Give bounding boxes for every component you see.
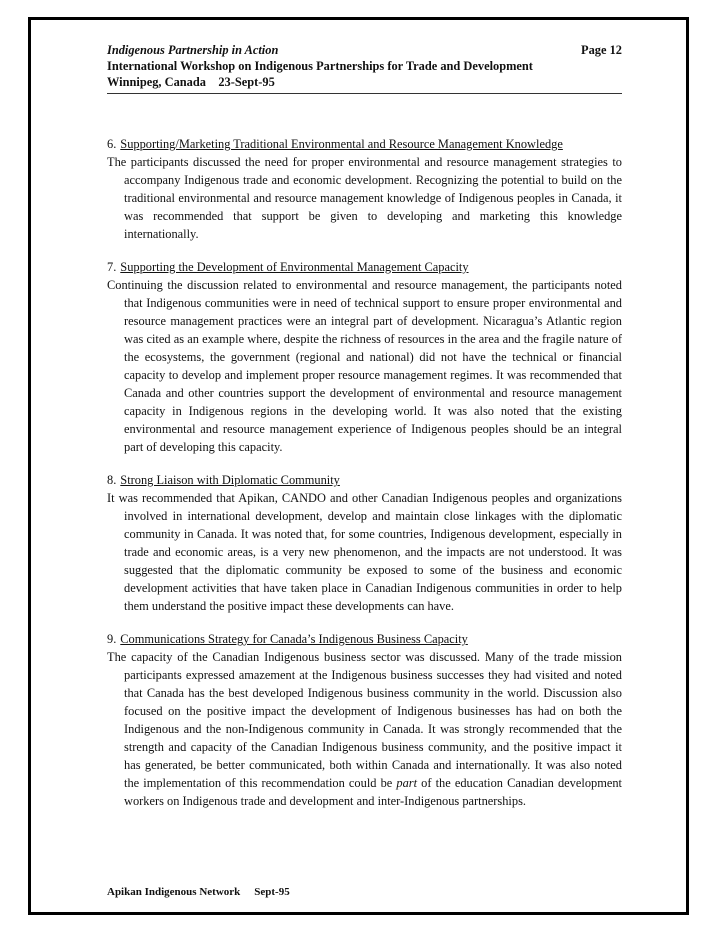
section-heading — [107, 630, 622, 648]
section-title: Communications Strategy for Canada’s Indigenous Business Capacity — [120, 632, 468, 646]
section-heading — [107, 471, 622, 489]
section-heading — [107, 135, 622, 153]
section-title: Supporting/Marketing Traditional Environmental and Resource Management Knowledge — [120, 137, 563, 151]
section-8 — [107, 471, 622, 615]
section-body: Continuing the discussion related to environmental and resource management, the participants noted that Indigenous communities were in need of technical support to ensure proper environmental and resource management practices were an integral part of development. Nicaragua’s Atlantic region was cited as an example where, despite the richness of resources in the area and the fragile nature of the ecosystems, the government (regional and national) did not have the technical or financial capacity to develop and implement proper resource management regimes. It was recommended that Canada and other countries support the development of environmental and resource management capacity in Indigenous regions in the developing world. It was also noted that the existing environmental and resource management experience of Indigenous peoples should be an integral part of developing this capacity. — [107, 278, 622, 454]
sections — [107, 135, 622, 810]
footer-date: Sept-95 — [254, 886, 290, 898]
section-number: 7. — [107, 260, 117, 274]
section-6 — [107, 135, 622, 243]
workshop-subtitle: International Workshop on Indigenous Partnerships for Trade and Development — [107, 59, 533, 73]
section-number: 6. — [107, 137, 117, 151]
section-body-emphasis: part — [396, 776, 418, 790]
section-title: Supporting the Development of Environmental Management Capacity — [120, 260, 469, 274]
section-body: The participants discussed the need for proper environmental and resource management strategies to accompany Indigenous trade and economic development. Recognizing the potential to build on the traditional environmental and resource management knowledge of Indigenous peoples in Canada, it was recommended that support be given to developing and marketing this knowledge internationally. — [107, 155, 622, 241]
page-number: Page 12 — [581, 43, 622, 57]
section-body-text-end: of the education Canadian development workers on Indigenous trade and development and inter-Indigenous partnerships. — [124, 776, 622, 808]
page-footer — [107, 886, 290, 898]
header-row — [107, 42, 622, 58]
section-heading — [107, 258, 622, 276]
section-9 — [107, 630, 622, 810]
section-number: 9. — [107, 632, 117, 646]
location-date: Winnipeg, Canada 23-Sept-95 — [107, 75, 275, 89]
section-body — [107, 648, 622, 810]
section-number: 8. — [107, 473, 117, 487]
section-body-text: The capacity of the Canadian Indigenous business sector was discussed. Many of the trade mission participants expressed amazement at the Indigenous business successes they had visited and noted that Canada has the best developed Indigenous business community in the world. Discussion also focused on the positive impact the development of Indigenous businesses has had on both the Indigenous and the non-Indigenous community in Canada. It was strongly recommended that the strength and capacity of the Canadian Indigenous business community, and the positive impact it has generated, be better communicated, both within Canada and internationally. It was also noted the implementation of this recommendation could be — [107, 650, 622, 790]
document-content — [107, 42, 622, 825]
section-title: Strong Liaison with Diplomatic Community — [120, 473, 340, 487]
footer-org: Apikan Indigenous Network — [107, 886, 241, 898]
page-header — [107, 42, 622, 94]
section-body: It was recommended that Apikan, CANDO and other Canadian Indigenous peoples and organizations involved in international development, develop and maintain close linkages with the diplomatic community in Canada. It was noted that, for some countries, Indigenous development, especially in trade and economic areas, is a very new phenomenon, and the impacts are not understood. It was suggested that the diplomatic community be exposed to some of the business and economic development activities that have taken place in Canadian Indigenous communities in order to help them understand the positive impact these developments can have. — [107, 491, 622, 613]
section-7 — [107, 258, 622, 456]
document-title: Indigenous Partnership in Action — [107, 43, 279, 57]
